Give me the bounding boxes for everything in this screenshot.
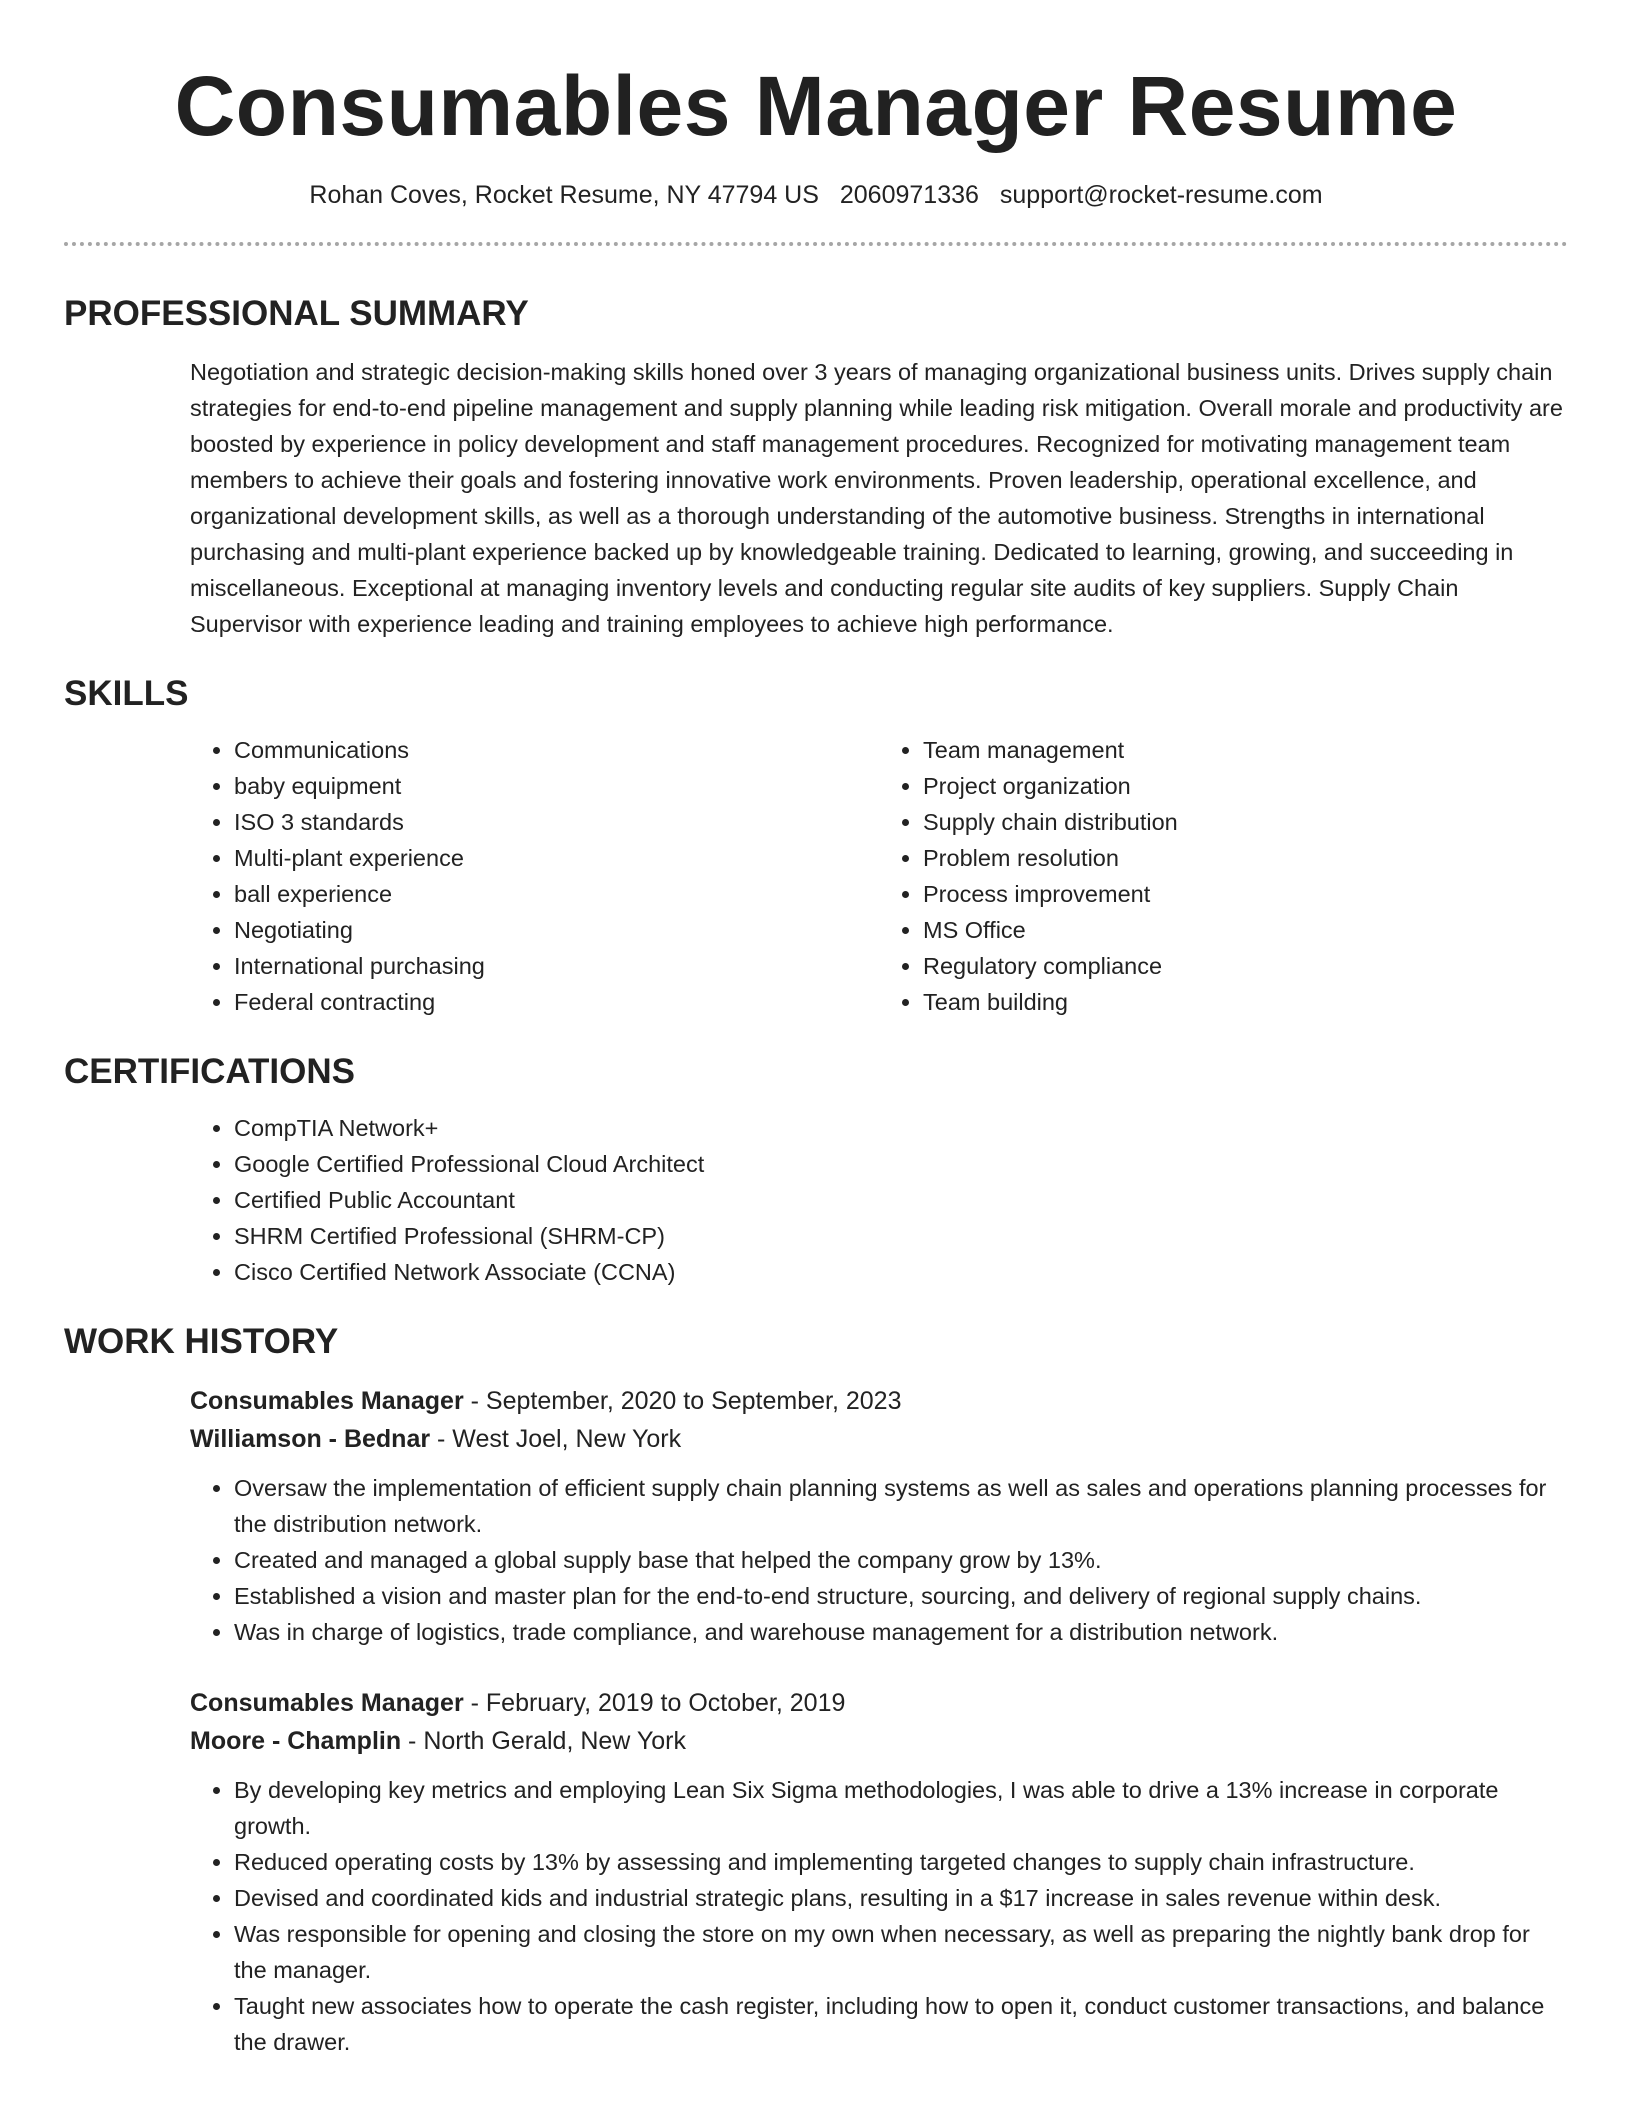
work-history-heading: WORK HISTORY: [64, 1322, 339, 1361]
summary-text: Negotiation and strategic decision-making skills honed over 3 years of managing organizational business units. Drives supply chain strategies for end-to-end pipeline management and supply planning while leading risk mitigation. Overall morale and productivity are boosted by experience in policy development and staff management procedures. Recognized for motivating management team members to achieve their goals and fostering innovative work environments. Proven leadership, operational excellence, and organizational development skills, as well as a thorough understanding of the automotive business. Strengths in international purchasing and multi-plant experience backed up by knowledgeable training. Dedicated to learning, growing, and succeeding in miscellaneous. Exceptional at managing inventory levels and conducting regular site audits of key suppliers. Supply Chain Supervisor with experience leading and training employees to achieve high performance.: [190, 359, 1563, 637]
job-dates: - February, 2019 to October, 2019: [463, 1689, 846, 1717]
certification-item: • Cisco Certified Network Associate (CCNA): [234, 1254, 1568, 1290]
job-duty: • Oversaw the implementation of efficient supply chain planning systems as well as sales and operations planning processes for the distribution network.: [234, 1470, 1568, 1542]
job-duties: [190, 1470, 1568, 1650]
job-duty: • Created and managed a global supply base that helped the company grow by 13%.: [234, 1542, 1568, 1578]
skill-item: • Process improvement: [923, 876, 1568, 912]
contact-line: [64, 178, 1568, 212]
skill-item: • baby equipment: [234, 768, 879, 804]
certifications-list: [190, 1110, 1568, 1290]
skill-item: • Regulatory compliance: [923, 948, 1568, 984]
job-role-line: [190, 1382, 1568, 1420]
skill-item: • ISO 3 standards: [234, 804, 879, 840]
skill-item: • MS Office: [923, 912, 1568, 948]
job-duty: • Established a vision and master plan for the end-to-end structure, sourcing, and delivery of regional supply chains.: [234, 1578, 1568, 1614]
skill-item: • Federal contracting: [234, 984, 879, 1020]
job-role: Consumables Manager: [190, 1387, 464, 1415]
job-location: - West Joel, New York: [430, 1425, 682, 1453]
skill-item: • Supply chain distribution: [923, 804, 1568, 840]
job-duties: [190, 1772, 1568, 2060]
skill-item: • Team building: [923, 984, 1568, 1020]
certification-item: • Certified Public Accountant: [234, 1182, 1568, 1218]
contact-phone[interactable]: 2060971336: [839, 181, 979, 209]
certification-item: • Google Certified Professional Cloud Architect: [234, 1146, 1568, 1182]
skills-list-right: [879, 732, 1568, 1020]
job-company-line: [190, 1420, 1568, 1458]
job-role-line: [190, 1684, 1568, 1722]
job-entry: [190, 1382, 1568, 1650]
job-duty: • Was in charge of logistics, trade compliance, and warehouse management for a distribution network.: [234, 1614, 1568, 1650]
skill-item: • International purchasing: [234, 948, 879, 984]
contact-email[interactable]: support@rocket-resume.com: [999, 181, 1323, 209]
job-duty: • Reduced operating costs by 13% by assessing and implementing targeted changes to supply chain infrastructure.: [234, 1844, 1568, 1880]
skill-item: • Multi-plant experience: [234, 840, 879, 876]
job-company: Moore - Champlin: [190, 1727, 402, 1755]
job-company: Williamson - Bednar: [190, 1425, 431, 1453]
job-duty: • By developing key metrics and employing Lean Six Sigma methodologies, I was able to drive a 13% increase in corporate growth.: [234, 1772, 1568, 1844]
job-duty: • Devised and coordinated kids and industrial strategic plans, resulting in a $17 increase in sales revenue within desk.: [234, 1880, 1568, 1916]
skills-heading: SKILLS: [64, 674, 189, 713]
job-company-line: [190, 1722, 1568, 1760]
job-duty: • Taught new associates how to operate the cash register, including how to open it, conduct customer transactions, and balance the drawer.: [234, 1988, 1568, 2060]
certification-item: • SHRM Certified Professional (SHRM-CP): [234, 1218, 1568, 1254]
skill-item: • Communications: [234, 732, 879, 768]
contact-address: Rohan Coves, Rocket Resume, NY 47794 US: [309, 181, 819, 209]
skills-list-left: [190, 732, 879, 1020]
page-title: Consumables Manager Resume: [174, 59, 1458, 153]
summary-heading: PROFESSIONAL SUMMARY: [64, 294, 529, 333]
job-duty: • Was responsible for opening and closing the store on my own when necessary, as well as preparing the nightly bank drop for the manager.: [234, 1916, 1568, 1988]
job-entry: [190, 1684, 1568, 2060]
skill-item: • ball experience: [234, 876, 879, 912]
skill-item: • Problem resolution: [923, 840, 1568, 876]
header-divider: [64, 242, 1568, 246]
skill-item: • Project organization: [923, 768, 1568, 804]
certifications-heading: CERTIFICATIONS: [64, 1052, 356, 1091]
certification-item: • CompTIA Network+: [234, 1110, 1568, 1146]
skill-item: • Team management: [923, 732, 1568, 768]
job-role: Consumables Manager: [190, 1689, 464, 1717]
skill-item: • Negotiating: [234, 912, 879, 948]
job-location: - North Gerald, New York: [401, 1727, 686, 1755]
job-dates: - September, 2020 to September, 2023: [463, 1387, 902, 1415]
skills-grid: [190, 732, 1568, 1020]
